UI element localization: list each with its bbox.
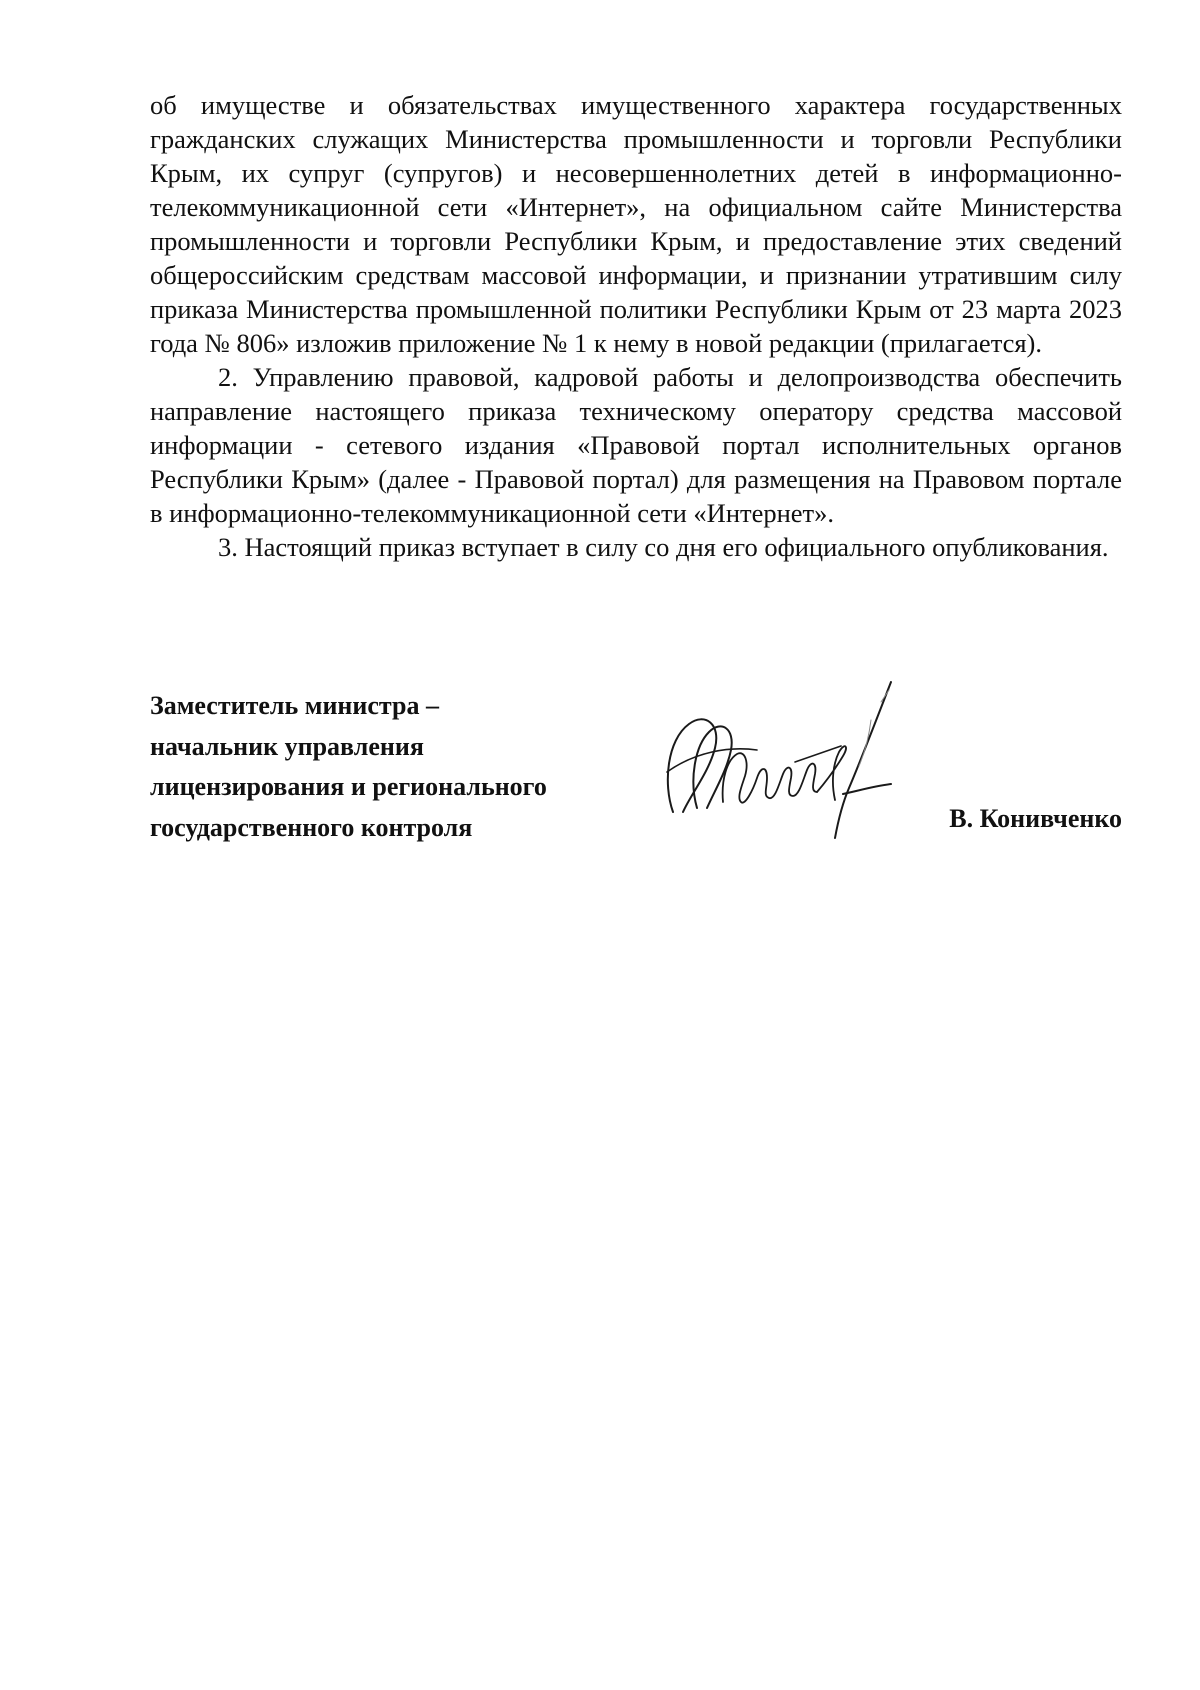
document-body xyxy=(150,88,1122,564)
signature-block xyxy=(150,686,1122,886)
signatory-position-line: государственного контроля xyxy=(150,812,473,842)
paragraph-1-continuation: об имуществе и обязательствах имущественного характера государственных гражданских служащих Министерства промышленности и торговли Республики Крым, их супруг (супругов) и несовершеннолетних детей в информационно-телекоммуникационной сети «Интернет», на официальном сайте Министерства промышленности и торговли Республики Крым, и предоставление этих сведений общероссийским средствам массовой информации, и признании утратившим силу приказа Министерства промышленной политики Республики Крым от 23 марта 2023 года № 806» изложив приложение № 1 к нему в новой редакции (прилагается). xyxy=(150,90,1122,358)
handwritten-signature-icon xyxy=(645,662,915,842)
paragraph-2: 2. Управлению правовой, кадровой работы и делопроизводства обеспечить направление настоящего приказа техническому оператору средства массовой информации - сетевого издания «Правовой портал исполнительных органов Республики Крым» (далее - Правовой портал) для размещения на Правовом портале в информационно-телекоммуникационной сети «Интернет». xyxy=(150,362,1122,528)
signatory-name: В. Конивченко xyxy=(949,804,1122,833)
signatory-position xyxy=(150,686,620,848)
signatory-position-line: лицензирования и регионального xyxy=(150,772,547,801)
signatory-position-line: начальник управления xyxy=(150,731,424,761)
signatory-position-line: Заместитель министра – xyxy=(150,691,439,720)
paragraph-3: 3. Настоящий приказ вступает в силу со дня его официального опубликования. xyxy=(218,532,1109,562)
